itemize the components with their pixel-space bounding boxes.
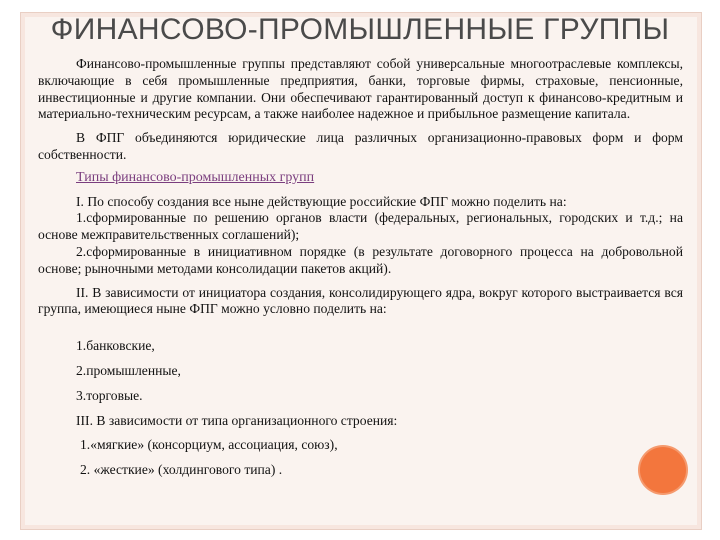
section-3-item-2: 2. «жесткие» (холдингового типа) . <box>80 462 283 478</box>
section-2-heading: II. В зависимости от инициатора создания, консолидирующего ядра, вокруг которого выстраивается вся группа, имеющиеся ныне ФПГ можно условно поделить на: <box>38 284 683 317</box>
section-2-item-1: 1.банковские, <box>76 338 155 354</box>
members-paragraph: В ФПГ объединяются юридические лица различных организационно-правовых форм и форм собственности. <box>38 130 683 162</box>
section-2-item-3: 3.торговые. <box>76 387 143 403</box>
section-2-item-2: 2.промышленные, <box>76 362 181 378</box>
slide-content <box>38 56 683 479</box>
section-1-item-1: 1.сформированные по решению органов власти (федеральных, региональных, городских и т.д.; на основе межправительственных соглашений); <box>38 210 683 243</box>
section-1-item-2: 2.сформированные в инициативном порядке (в результате договорного процесса на добровольной основе; рыночными методами консолидации пакетов акций). <box>38 243 683 276</box>
page-title: ФИНАНСОВО-ПРОМЫШЛЕННЫЕ ГРУППЫ <box>50 13 670 46</box>
types-link[interactable]: Типы финансово-промышленных групп <box>76 169 315 185</box>
section-3-heading: III. В зависимости от типа организационного строения: <box>76 412 398 428</box>
decorative-orange-circle <box>640 447 686 493</box>
section-1-heading: I. По способу создания все ныне действующие российские ФПГ можно поделить на: <box>76 193 567 209</box>
section-3-item-1: 1.«мягкие» (консорциум, ассоциация, союз), <box>80 437 338 453</box>
intro-paragraph: Финансово-промышленные группы представляют собой универсальные многоотраслевые комплексы, включающие в себя промышленные предприятия, банки, торговые фирмы, страховые, пенсионные, инвестиционные и другие компании. Они обеспечивают гарантированный доступ к финансово-кредитным и материально-техническим ресурсам, а также наиболее надежное и прибыльное размещение капитала. <box>38 56 683 122</box>
